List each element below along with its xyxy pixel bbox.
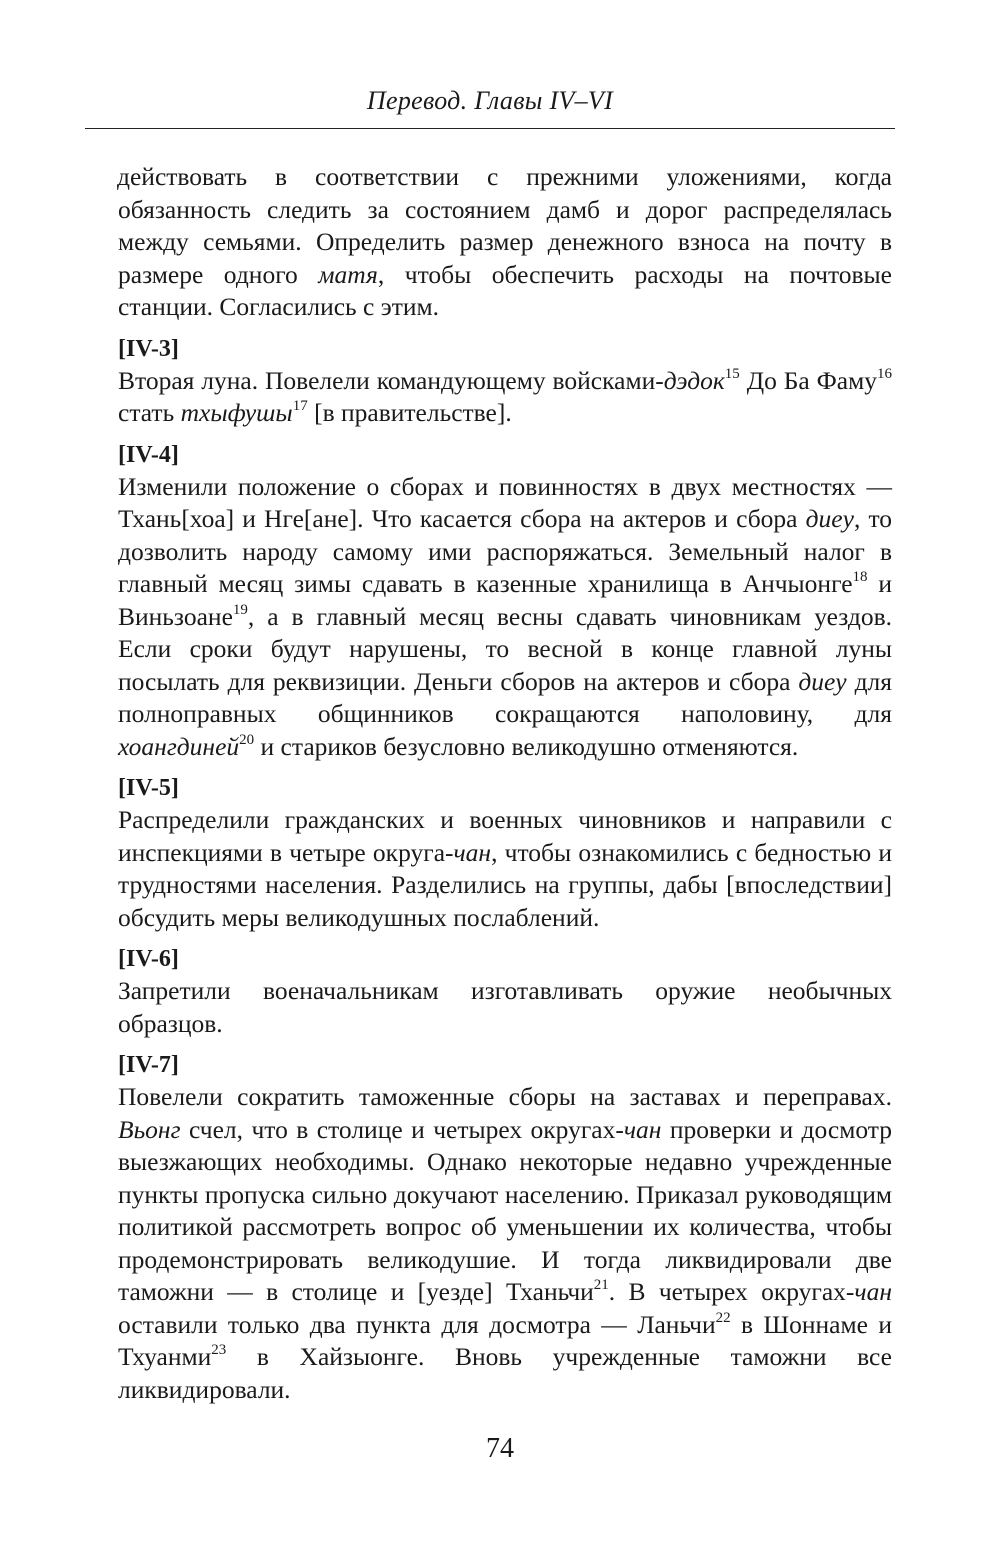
text: , чтобы обеспечить расходы на почтовые станции. Согласились с этим.: [118, 259, 892, 321]
italic-term: матя: [318, 259, 378, 289]
text: действовать в соответствии с прежними уложениями, когда обязанность следить за состоянием дамб и дорог распределялась между семьями. Определить размер денежного взноса на почту в размере одного: [117, 162, 892, 289]
italic-term: чан: [854, 1277, 892, 1306]
continuation-paragraph: [118, 161, 892, 324]
footnote-ref: 18: [852, 569, 868, 585]
section-paragraph-iv-7: [118, 1081, 892, 1406]
italic-term: тхыфушы: [180, 398, 293, 427]
text: оставили только два пункта для досмотра — Ланьчи: [118, 1309, 716, 1339]
italic-term: чан: [453, 837, 492, 867]
text: , а в главный месяц весны сдавать чиновникам уездов. Если сроки будут нарушены, то весной в конце главной луны посылать для реквизиции. Деньги сборов на актеров и сбора: [118, 601, 892, 696]
footnote-ref: 23: [211, 1342, 227, 1358]
text: в Шоннаме и Тхуанми: [118, 1309, 892, 1371]
section-heading-iv-5: [IV-5]: [118, 775, 179, 801]
text: проверки и досмотр выезжающих необходимы. Однако некоторые недавно учрежденные пункты пропуска сильно докучают населению. Приказал руководящим политикой рассмотреть вопрос об уменьшении их количества, чтобы продемонстрировать великодушие. И тогда ликвидировали две таможни — в столице и [уезде] Тханьчи: [118, 1114, 892, 1306]
section-paragraph-iv-3: [118, 365, 892, 430]
footnote-ref: 20: [239, 731, 255, 748]
text: в Хайзыонге. Вновь учрежденные таможни все ликвидировали.: [118, 1342, 892, 1404]
text: Запретили военачальникам изготавливать оружие необычных образцов.: [118, 976, 892, 1038]
footnote-ref: 19: [232, 601, 248, 618]
text: Повелели сократить таможенные сборы на заставах и переправах.: [118, 1082, 892, 1111]
section-heading-iv-6: [IV-6]: [118, 946, 179, 972]
italic-term: дэдок: [663, 365, 725, 395]
text: для полноправных общинников сокращаются наполовину, для: [118, 666, 893, 728]
footnote-ref: 15: [724, 365, 740, 382]
section-heading-iv-7: [IV-7]: [118, 1052, 179, 1078]
italic-term: хоангдиней: [118, 731, 240, 761]
italic-term: диеу: [798, 666, 847, 696]
text: стать: [118, 398, 181, 427]
italic-term: Вьонг: [118, 1114, 181, 1144]
text: [в правительстве].: [307, 398, 512, 427]
text: Изменили положение о сборах и повинностях в двух местностях — Тхань[хоа] и Нге[ане]. Что касается сбора на актеров и сбора: [118, 471, 892, 533]
footnote-ref: 22: [715, 1309, 731, 1326]
text: , чтобы ознакомились с бедностью и трудностями населения. Разделились на группы, дабы [впоследствии] обсудить меры великодушных послаблений.: [118, 837, 892, 932]
text: До Ба Фаму: [739, 365, 877, 395]
text: Вторая луна. Повелели командующему войсками-: [118, 365, 664, 395]
footnote-ref: 21: [593, 1277, 609, 1293]
text: счел, что в столице и четырех округах-: [180, 1114, 624, 1144]
running-head: Перевод. Главы IV–VI: [366, 86, 614, 115]
section-paragraph-iv-6: [118, 975, 892, 1040]
section-paragraph-iv-4: [118, 471, 892, 764]
page-body: [118, 161, 892, 1406]
footnote-ref: 17: [292, 398, 308, 414]
text: и Виньзоане: [118, 569, 892, 631]
italic-term: чан: [623, 1114, 662, 1144]
text: . В четырех округах-: [608, 1277, 855, 1306]
italic-term: диеу: [805, 504, 854, 533]
text: Распределили гражданских и военных чиновников и направили с инспекциями в четыре округа-: [118, 805, 892, 867]
text: , то дозволить народу самому ими распоряжаться. Земельный налог в главный месяц зимы сдавать в казенные хранилища в Анчыонге: [118, 504, 892, 598]
section-heading-iv-3: [IV-3]: [118, 335, 179, 362]
footnote-ref: 16: [877, 365, 892, 382]
page-number: 74: [486, 1433, 514, 1464]
section-heading-iv-4: [IV-4]: [118, 441, 179, 468]
text: и стариков безусловно великодушно отменяются.: [254, 731, 799, 761]
section-paragraph-iv-5: [118, 804, 892, 934]
header-rule: [85, 128, 895, 129]
